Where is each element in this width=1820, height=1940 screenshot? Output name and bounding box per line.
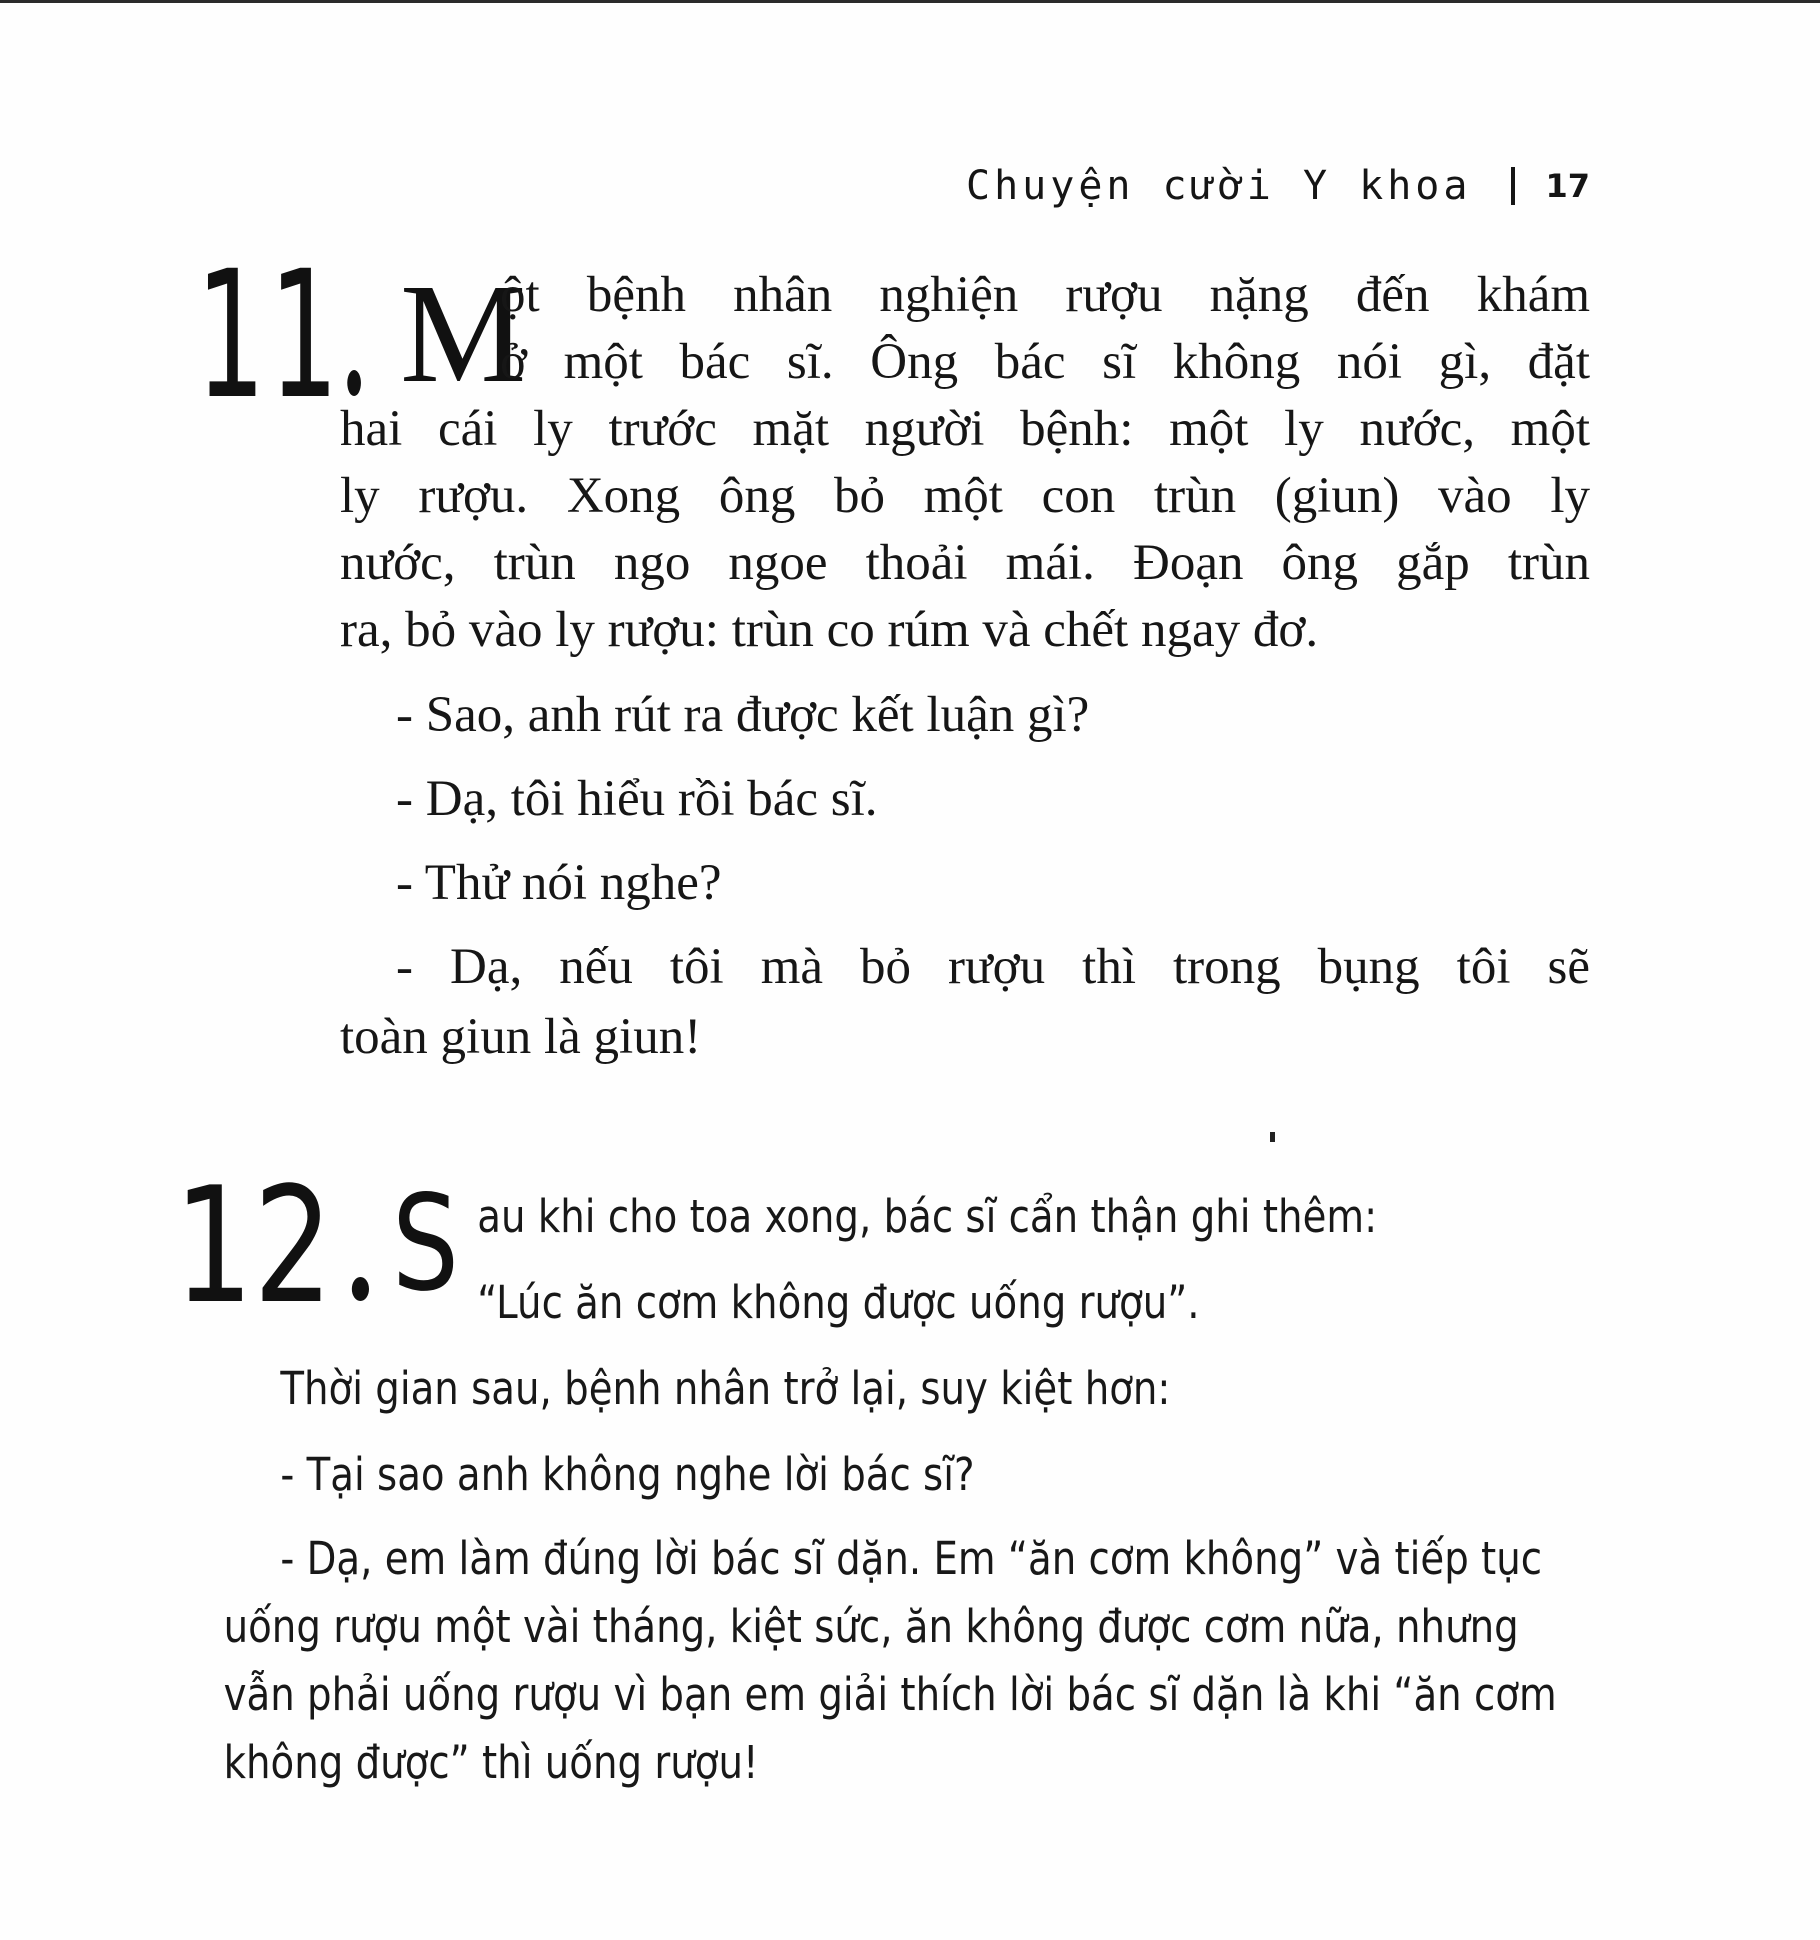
story-12-line: Thời gian sau, bệnh nhân trở lại, suy kiệt hơn:	[280, 1362, 1171, 1415]
story-11-line: nước, trùn ngo ngoe thoải mái. Đoạn ông gắp trùn	[340, 535, 1590, 591]
story-11-line: ở một bác sĩ. Ông bác sĩ không nói gì, đặt	[500, 334, 1590, 390]
story-12-line: vẫn phải uống rượu vì bạn em giải thích lời bác sĩ dặn là khi “ăn cơm	[223, 1668, 1557, 1721]
page-number: 17	[1545, 167, 1590, 205]
story-11-line: ra, bỏ vào ly rượu: trùn co rúm và chết ngay đơ.	[340, 602, 1319, 658]
dialogue-line: - Dạ, tôi hiểu rồi bác sĩ.	[396, 771, 878, 827]
story-number-text: 11	[196, 233, 343, 438]
story-12-line: uống rượu một vài tháng, kiệt sức, ăn không được cơm nữa, nhưng	[223, 1600, 1519, 1653]
dialogue-line: - Dạ, em làm đúng lời bác sĩ dặn. Em “ăn cơm không” và tiếp tục	[280, 1532, 1543, 1585]
story-11-line: ly rượu. Xong ông bỏ một con trùn (giun) vào ly	[340, 468, 1590, 524]
dialogue-line: - Sao, anh rút ra được kết luận gì?	[396, 687, 1090, 743]
story-12-line: không được” thì uống rượu!	[223, 1736, 759, 1789]
dialogue-line: - Dạ, nếu tôi mà bỏ rượu thì trong bụng tôi sẽ	[396, 939, 1590, 995]
drop-cap-m: M	[400, 254, 527, 412]
story-number-text: 12	[174, 1152, 333, 1339]
story-11-line: ột bệnh nhân nghiện rượu nặng đến khám	[500, 267, 1590, 323]
story-12-line: au khi cho toa xong, bác sĩ cẩn thận ghi thêm:	[477, 1190, 1378, 1243]
story-11-line: hai cái ly trước mặt người bệnh: một ly nước, một	[340, 401, 1590, 457]
running-title: Chuyện cười Y khoa	[965, 163, 1472, 209]
story-11-last-line: toàn giun là giun!	[340, 1009, 702, 1065]
dialogue-line: - Thử nói nghe?	[396, 855, 722, 911]
drop-cap-s: S	[392, 1167, 460, 1321]
story-12-line: “Lúc ăn cơm không được uống rượu”.	[477, 1276, 1200, 1329]
dialogue-line: - Tại sao anh không nghe lời bác sĩ?	[280, 1448, 975, 1501]
